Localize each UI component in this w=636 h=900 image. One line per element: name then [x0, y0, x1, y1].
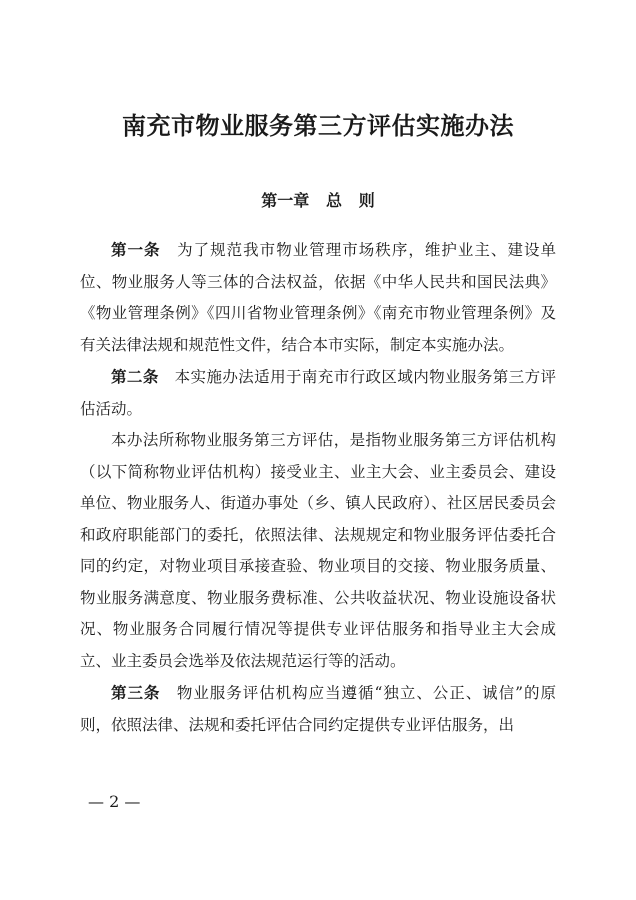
- paragraph-article-2: [80, 361, 556, 425]
- paragraph-article-3: [80, 677, 556, 741]
- article-number: 第二条: [111, 367, 159, 386]
- article-number: 第一条: [111, 240, 161, 259]
- article-text: 本实施办法适用于南充市行政区域内物业服务第三方评估活动。: [80, 368, 556, 418]
- chapter-heading: 第一章 总 则: [261, 191, 375, 210]
- document-title: 南充市物业服务第三方评估实施办法: [122, 111, 514, 140]
- page-number: — 2 —: [88, 792, 141, 811]
- article-text: 物业服务评估机构应当遵循“独立、公正、诚信”的原则，依照法律、法规和委托评估合同约定提供专业评估服务，出: [80, 684, 556, 734]
- article-number: 第三条: [111, 683, 161, 702]
- paragraph-article-1: [80, 234, 556, 361]
- paragraph-article-2-definition: [80, 425, 556, 677]
- article-text: 为了规范我市物业管理市场秩序，维护业主、建设单位、物业服务人等三体的合法权益，依据《中华人民共和国民法典》《物业管理条例》《四川省物业管理条例》《南充市物业管理条例》及有关法律法规和规范性文件，结合本市实际，制定本实施办法。: [80, 241, 556, 354]
- paragraph-text: 本办法所称物业服务第三方评估，是指物业服务第三方评估机构（以下简称物业评估机构）接受业主、业主大会、业主委员会、建设单位、物业服务人、街道办事处（乡、镇人民政府）、社区居民委员会和政府职能部门的委托，依照法律、法规规定和物业服务评估委托合同的约定，对物业项目承接查验、物业项目的交接、物业服务质量、物业服务满意度、物业服务费标准、公共收益状况、物业设施设备状况、物业服务合同履行情况等提供专业评估服务和指导业主大会成立、业主委员会选举及依法规范运行等的活动。: [80, 431, 556, 670]
- document-body: [80, 234, 556, 741]
